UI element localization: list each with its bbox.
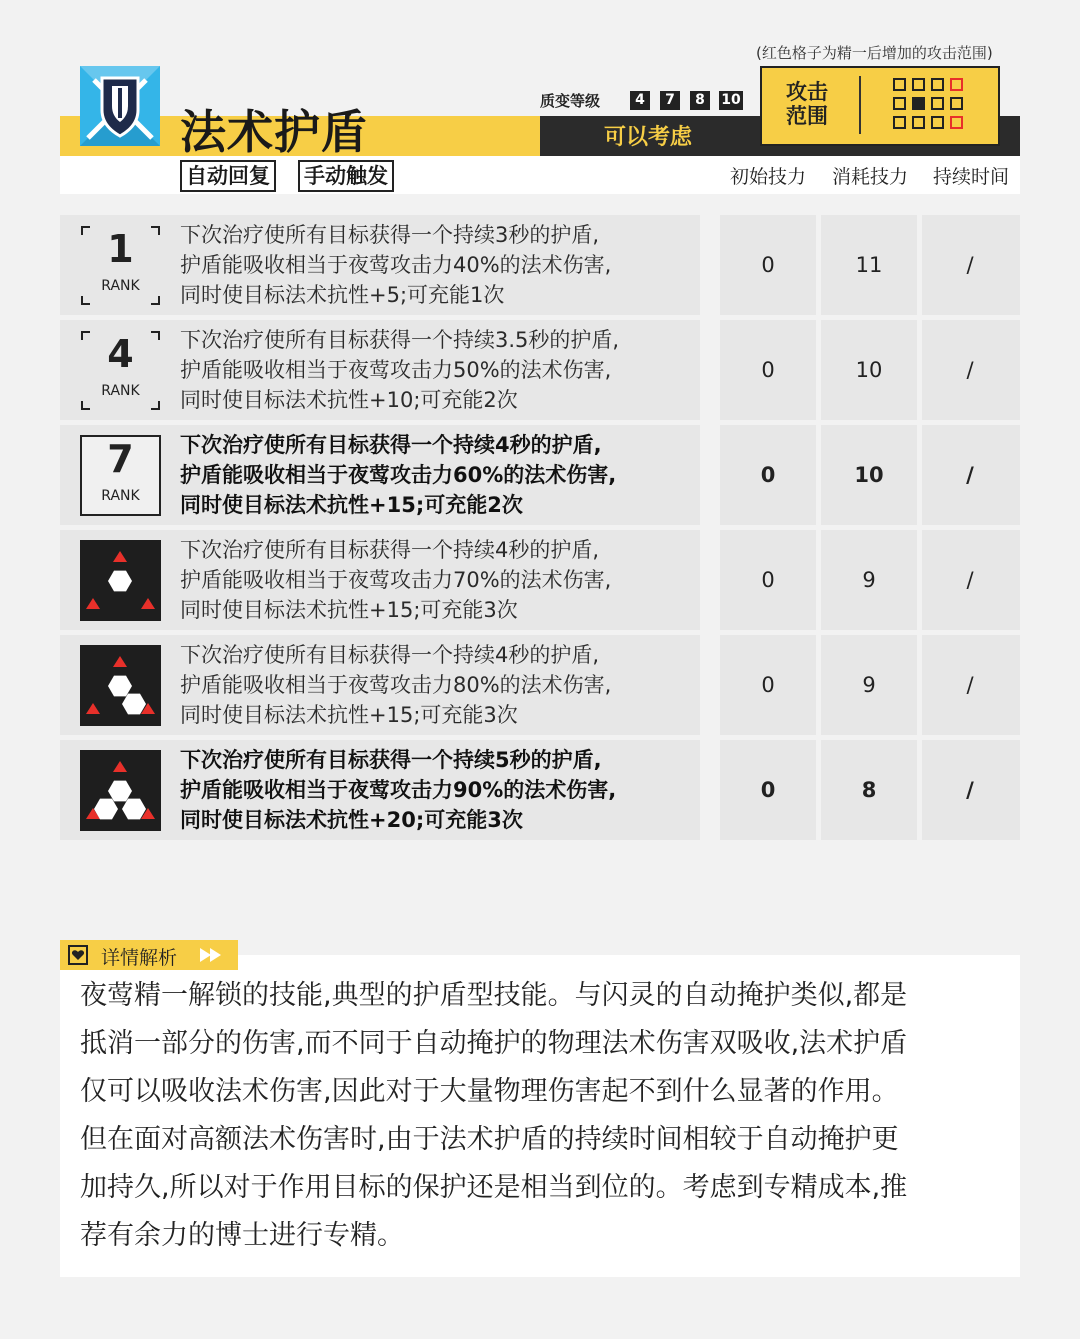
duration-header: 持续时间 xyxy=(932,166,1009,188)
duration-value: / xyxy=(966,673,974,697)
heart-icon xyxy=(68,945,88,965)
description-line: 护盾能吸收相当于夜莺攻击力60%的法术伤害, xyxy=(180,463,617,487)
range-cell-elite xyxy=(950,116,963,129)
analysis-line: 但在面对高额法术伤害时,由于法术护盾的持续时间相较于自动掩护更 xyxy=(80,1124,899,1155)
description-line: 下次治疗使所有目标获得一个持续5秒的护盾, xyxy=(180,748,602,772)
mastery-label: 质变等级 xyxy=(540,92,601,110)
shield-skill-icon xyxy=(80,66,160,146)
description-line: 护盾能吸收相当于夜莺攻击力90%的法术伤害, xyxy=(180,778,617,802)
range-divider xyxy=(859,76,861,134)
trigger-type-tag: 手动触发 xyxy=(298,160,394,192)
analysis-line: 夜莺精一解锁的技能,典型的护盾型技能。与闪灵的自动掩护类似,都是 xyxy=(80,980,908,1011)
attack-range-title-line: 范围 xyxy=(786,104,828,128)
sp-cost-value: 8 xyxy=(861,778,877,802)
duration-value: / xyxy=(966,253,974,277)
recovery-type-tag: 自动回复 xyxy=(180,160,276,192)
play-arrows-icon xyxy=(199,947,223,963)
rank-1-icon xyxy=(80,225,161,306)
initial-sp-value: 0 xyxy=(761,358,775,382)
mastery-3-icon xyxy=(80,750,161,831)
range-cell xyxy=(912,78,925,91)
description-line: 同时使目标法术抗性+15;可充能3次 xyxy=(180,598,518,622)
rank-7-icon xyxy=(80,435,161,516)
description-line: 护盾能吸收相当于夜莺攻击力40%的法术伤害, xyxy=(180,253,612,277)
range-cell-self xyxy=(912,97,925,110)
duration-value: / xyxy=(966,358,974,382)
range-cell xyxy=(931,97,944,110)
attack-range-title-line: 攻击 xyxy=(786,80,828,104)
level-description xyxy=(180,535,611,625)
range-cell xyxy=(893,116,906,129)
description-line: 护盾能吸收相当于夜莺攻击力70%的法术伤害, xyxy=(180,568,612,592)
initial-sp-value: 0 xyxy=(761,253,775,277)
analysis-line: 荐有余力的博士进行专精。 xyxy=(80,1220,404,1251)
description-line: 同时使目标法术抗性+10;可充能2次 xyxy=(180,388,518,412)
mastery-1-icon xyxy=(80,540,161,621)
mastery-verdict: 可以考虑 xyxy=(603,125,692,150)
initial-sp-header: 初始技力 xyxy=(729,166,806,188)
mastery-level-badge: 7 xyxy=(660,91,680,110)
rank-label: RANK xyxy=(101,278,140,294)
analysis-text xyxy=(80,972,1004,1260)
sp-cost-value: 11 xyxy=(855,253,883,277)
sp-cost-header: 消耗技力 xyxy=(831,166,908,188)
range-cell xyxy=(950,97,963,110)
range-cell-elite xyxy=(950,78,963,91)
description-line: 同时使目标法术抗性+20;可充能3次 xyxy=(180,808,523,832)
rank-label: RANK xyxy=(101,488,140,504)
range-cell xyxy=(893,78,906,91)
sp-cost-value: 10 xyxy=(855,358,883,382)
mastery-emblem xyxy=(80,645,161,726)
rank-number: 4 xyxy=(107,332,134,376)
initial-sp-value: 0 xyxy=(761,673,775,697)
description-line: 下次治疗使所有目标获得一个持续4秒的护盾, xyxy=(180,538,600,562)
description-line: 护盾能吸收相当于夜莺攻击力80%的法术伤害, xyxy=(180,673,612,697)
mastery-level-badge: 10 xyxy=(719,91,743,110)
description-line: 下次治疗使所有目标获得一个持续3秒的护盾, xyxy=(180,223,600,247)
range-cell xyxy=(931,78,944,91)
description-line: 护盾能吸收相当于夜莺攻击力50%的法术伤害, xyxy=(180,358,612,382)
skill-name: 法术护盾 xyxy=(180,105,368,159)
sp-cost-value: 9 xyxy=(862,568,876,592)
level-description xyxy=(180,325,619,415)
mastery-emblem xyxy=(80,540,161,621)
analysis-line: 抵消一部分的伤害,而不同于自动掩护的物理法术伤害双吸收,法术护盾 xyxy=(80,1028,908,1059)
description-line: 同时使目标法术抗性+15;可充能2次 xyxy=(180,493,523,517)
description-line: 同时使目标法术抗性+15;可充能3次 xyxy=(180,703,518,727)
initial-sp-value: 0 xyxy=(760,778,776,802)
level-description xyxy=(180,430,616,520)
sp-cost-value: 10 xyxy=(854,463,884,487)
rank-label: RANK xyxy=(101,383,140,399)
analysis-line: 加持久,所以对于作用目标的保护还是相当到位的。考虑到专精成本,推 xyxy=(80,1172,908,1203)
duration-value: / xyxy=(966,568,974,592)
range-cell xyxy=(931,116,944,129)
range-cell xyxy=(912,116,925,129)
analysis-line: 仅可以吸收法术伤害,因此对于大量物理伤害起不到什么显著的作用。 xyxy=(80,1076,899,1107)
initial-sp-value: 0 xyxy=(761,568,775,592)
sp-cost-value: 9 xyxy=(862,673,876,697)
initial-sp-value: 0 xyxy=(760,463,776,487)
rank-number: 7 xyxy=(107,437,134,481)
attack-range-title xyxy=(786,80,836,128)
mastery-level-badge: 4 xyxy=(630,91,650,110)
duration-value: / xyxy=(966,463,974,487)
duration-value: / xyxy=(966,778,974,802)
analysis-label: 详情解析 xyxy=(101,947,178,969)
range-hint: (红色格子为精一后增加的攻击范围) xyxy=(756,44,993,62)
rank-4-icon xyxy=(80,330,161,411)
range-cell xyxy=(893,97,906,110)
attack-range-grid xyxy=(893,78,969,134)
description-line: 同时使目标法术抗性+5;可充能1次 xyxy=(180,283,505,307)
level-description xyxy=(180,745,616,835)
level-description xyxy=(180,220,611,310)
rank-number: 1 xyxy=(107,227,134,271)
mastery-2-icon xyxy=(80,645,161,726)
description-line: 下次治疗使所有目标获得一个持续3.5秒的护盾, xyxy=(180,328,620,352)
mastery-level-badge: 8 xyxy=(690,91,710,110)
description-line: 下次治疗使所有目标获得一个持续4秒的护盾, xyxy=(180,433,602,457)
level-description xyxy=(180,640,611,730)
mastery-emblem xyxy=(80,750,161,831)
description-line: 下次治疗使所有目标获得一个持续4秒的护盾, xyxy=(180,643,600,667)
